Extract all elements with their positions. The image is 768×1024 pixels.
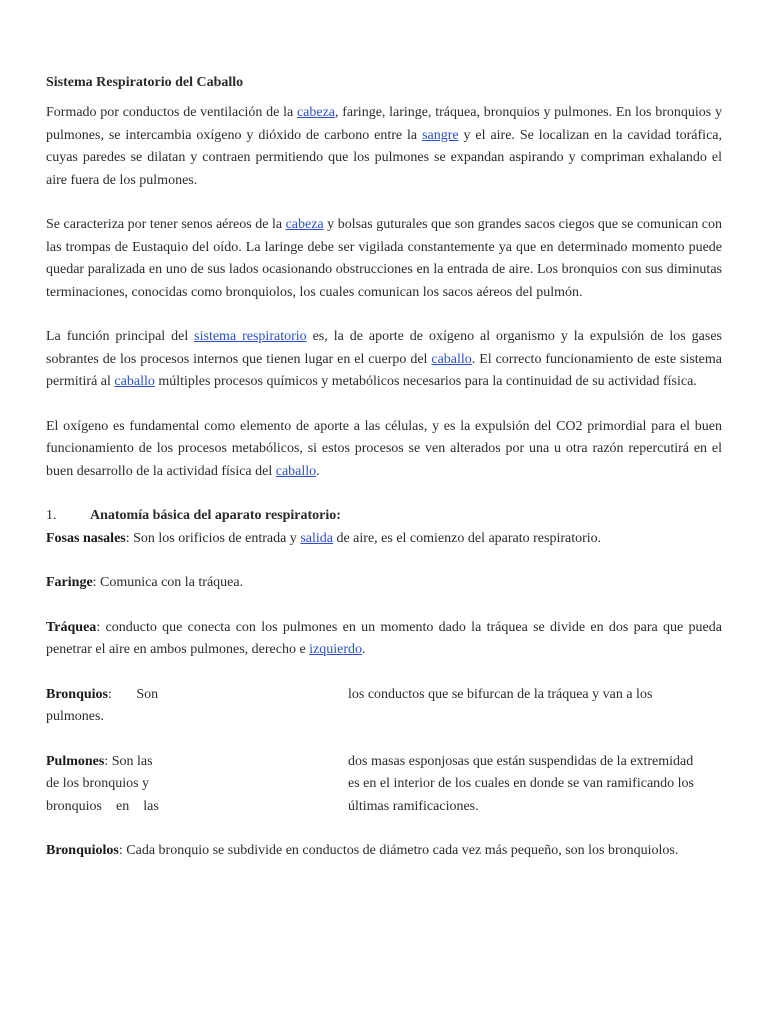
entry-fosas-nasales: Fosas nasales: Son los orificios de entrada y salida de aire, es el comienzo del aparato respiratorio. [46,530,602,546]
entry-faringe: Faringe: Comunica con la tráquea. [46,575,244,590]
term-pulmones: Pulmones [46,753,105,769]
term-faringe: Faringe [46,575,93,590]
link-izquierdo[interactable]: izquierdo [309,642,363,657]
term-fosas-nasales: Fosas nasales [46,530,126,546]
entry-bronquiolos: Bronquiolos: Cada bronquio se subdivide en conductos de diámetro cada vez más pequeño, son los bronquiolos. [46,843,679,858]
section-heading [46,505,722,528]
link-cabeza[interactable]: cabeza [296,105,336,120]
term-bronquiolos: Bronquiolos [46,843,119,858]
term-traquea: Tráquea [46,619,97,635]
term-bronquios: Bronquios [46,686,108,702]
entry-pulmones: Pulmones: Son las dos masas esponjosas que están suspendidas de la extremidad de los bronquios y es en el interior de los cuales en donde se van ramificando los bronquios en las últimas ramificaciones. [46,753,694,814]
paragraph-funcion: La función principal del sistema respiratorio es, la de aporte de oxígeno al organismo y la expulsión de los gases sobrantes de los procesos internos que tienen lugar en el cuerpo del caballo. El correcto funcionamiento de este sistema permitirá al caballo múltiples procesos químicos y metabólicos necesarios para la continuidad de su actividad física. [46,329,723,389]
link-sangre[interactable]: sangre [422,127,459,143]
link-cabeza-2[interactable]: cabeza [285,217,324,232]
entry-traquea: Tráquea: conducto que conecta con los pulmones en un momento dado la tráquea se divide en dos para que pueda penetrar el aire en ambos pulmones, derecho e izquierdo. [46,619,722,657]
document-title: Sistema Respiratorio del Caballo [46,75,244,90]
section-number: 1. [46,508,57,523]
entry-bronquios: Bronquios: Son los conductos que se bifurcan de la tráquea y van a los pulmones. [46,686,653,724]
link-sistema-respiratorio[interactable]: sistema respiratorio [194,329,307,344]
link-caballo-3[interactable]: caballo [275,463,317,479]
document-page [46,72,722,863]
paragraph-senos: Se caracteriza por tener senos aéreos de la cabeza y bolsas guturales que son grandes sacos ciegos que se comunican con las trompas de Eustaquio del oído. La laringe debe ser vigilada constantemente ya que en determinado momento puede quedar paralizada en uno de sus lados ocasionando obstrucciones en la entrada de aire. Los bronquios con sus diminutas terminaciones, conocidas como bronquiolos, los cuales comunican los sacos aéreos del pulmón. [46,217,722,300]
paragraph-intro: Formado por conductos de ventilación de la cabeza, faringe, laringe, tráquea, bronquios y pulmones. En los bronquios y pulmones, se intercambia oxígeno y dióxido de carbono entre la sangre y el aire. Se localizan en la cavidad toráfica, cuyas paredes se dilatan y contraen permitiendo que los pulmones se expandan aspirando y compriman exhalando el aire fuera de los pulmones. [46,105,723,188]
link-salida[interactable]: salida [300,530,333,546]
paragraph-oxigeno: El oxígeno es fundamental como elemento de aporte a las células, y es la expulsión del CO2 primordial para el buen funcionamiento de los procesos metabólicos, si estos procesos se ven alterados por una u otra razón repercutirá en el buen desarrollo de la actividad física del caballo. [46,418,722,479]
link-caballo[interactable]: caballo [431,351,472,367]
link-caballo-2[interactable]: caballo [114,374,155,389]
section-title: Anatomía básica del aparato respiratorio: [90,508,341,523]
